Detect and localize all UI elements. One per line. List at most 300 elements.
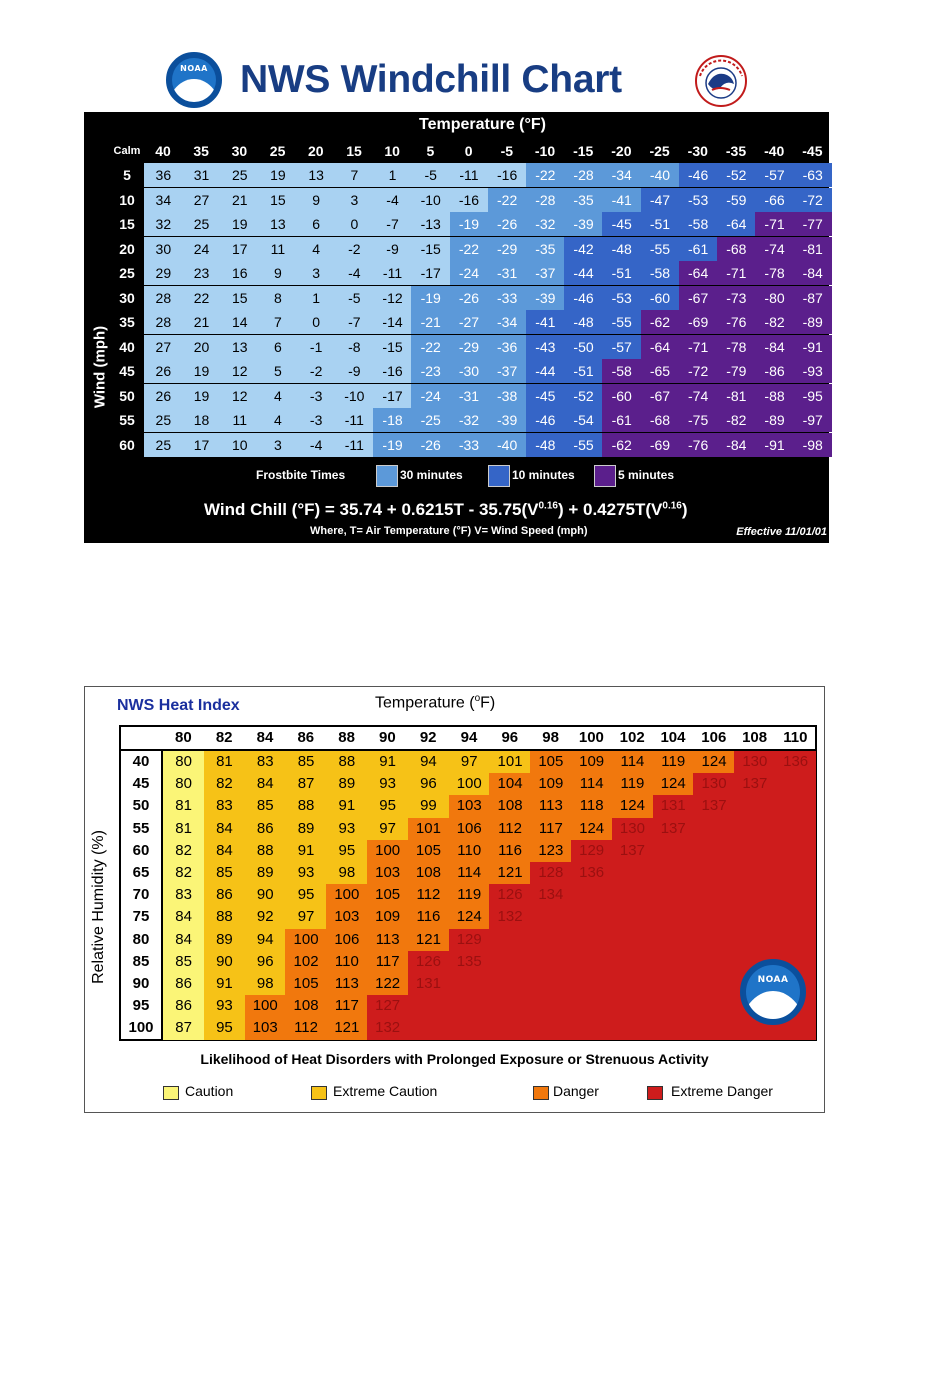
- heat-index-cell: 91: [326, 795, 367, 817]
- windchill-cell: -9: [373, 237, 412, 261]
- heat-index-cell: 95: [326, 840, 367, 862]
- windchill-cell: -78: [755, 261, 794, 285]
- heat-index-cell: [653, 906, 694, 928]
- windchill-temp-tick: 35: [193, 143, 209, 159]
- windchill-cell: 26: [144, 384, 183, 408]
- windchill-cell: 17: [220, 237, 259, 261]
- heat-index-cell: 126: [489, 884, 530, 906]
- windchill-cell: 27: [182, 188, 221, 212]
- heat-index-cell: 84: [245, 773, 286, 795]
- heat-index-rh-tick: 90: [132, 975, 150, 992]
- heat-index-cell: [571, 995, 612, 1017]
- windchill-cell: -32: [450, 408, 489, 432]
- windchill-cell: -11: [373, 261, 412, 285]
- heat-index-temp-tick: 90: [379, 729, 396, 746]
- heat-index-cell: 96: [245, 951, 286, 973]
- windchill-cell: -39: [564, 212, 603, 236]
- windchill-temp-tick: 5: [426, 143, 435, 159]
- windchill-cell: -51: [564, 359, 603, 383]
- windchill-cell: -76: [717, 310, 756, 334]
- heat-index-temp-tick: 110: [783, 729, 808, 746]
- windchill-cell: 7: [335, 163, 374, 187]
- windchill-cell: -13: [411, 212, 450, 236]
- heat-index-cell: 85: [285, 751, 326, 773]
- heat-index-cell: 108: [489, 795, 530, 817]
- windchill-cell: -68: [641, 408, 680, 432]
- windchill-cell: 17: [182, 433, 221, 457]
- windchill-cell: -63: [793, 163, 832, 187]
- heat-index-cell: 93: [326, 818, 367, 840]
- windchill-wind-tick: 45: [119, 363, 135, 379]
- windchill-cell: 34: [144, 188, 183, 212]
- heat-index-cell: 84: [204, 840, 245, 862]
- heat-index-cell: [693, 1017, 734, 1039]
- frostbite-times-label: Frostbite Times: [256, 468, 346, 482]
- windchill-temp-tick: -35: [725, 143, 747, 159]
- heat-index-rh-tick: 80: [132, 930, 150, 948]
- heat-index-cell: [530, 951, 571, 973]
- heat-index-cell: [653, 862, 694, 884]
- windchill-cell: -46: [526, 408, 565, 432]
- heat-index-cell: [775, 906, 816, 928]
- heat-index-temp-tick: 86: [297, 729, 315, 746]
- windchill-cell: -2: [335, 237, 374, 261]
- heat-index-cell: 103: [326, 906, 367, 928]
- windchill-cell: 4: [297, 237, 336, 261]
- heat-index-cell: 92: [245, 906, 286, 928]
- heat-index-cell: 113: [530, 795, 571, 817]
- windchill-cell: -60: [602, 384, 641, 408]
- heat-index-cell: [693, 862, 734, 884]
- heat-index-cell: 83: [245, 751, 286, 773]
- heat-index-cell: 93: [285, 862, 326, 884]
- heat-index-cell: 131: [408, 973, 449, 995]
- windchill-cell: -19: [373, 433, 412, 457]
- windchill-temp-tick: 15: [346, 143, 362, 159]
- heat-index-cell: [408, 1017, 449, 1039]
- heat-index-rh-tick: 65: [132, 864, 150, 881]
- windchill-cell: -91: [755, 433, 794, 457]
- windchill-cell: -11: [335, 433, 374, 457]
- heat-index-cell: [693, 973, 734, 995]
- heat-index-cell: [612, 884, 653, 906]
- heat-index-cell: 89: [245, 862, 286, 884]
- heat-index-cell: 124: [612, 795, 653, 817]
- windchill-cell: 3: [335, 188, 374, 212]
- windchill-cell: -47: [641, 188, 680, 212]
- windchill-cell: -55: [564, 433, 603, 457]
- windchill-cell: -10: [411, 188, 450, 212]
- heat-index-cell: 103: [367, 862, 408, 884]
- heat-index-cell: 100: [449, 773, 490, 795]
- heat-index-cell: 110: [326, 951, 367, 973]
- heat-index-cell: [653, 929, 694, 951]
- windchill-cell: -26: [411, 433, 450, 457]
- heat-index-cell: 132: [489, 906, 530, 928]
- windchill-cell: -9: [335, 359, 374, 383]
- noaa-logo-badge: [740, 959, 806, 1025]
- windchill-cell: -84: [755, 335, 794, 359]
- heat-index-cell: 113: [326, 973, 367, 995]
- heat-index-cell: [653, 840, 694, 862]
- heat-index-cell: 119: [653, 751, 694, 773]
- heat-index-temp-tick: 94: [460, 729, 478, 746]
- windchill-wind-tick: 35: [119, 314, 135, 330]
- heat-index-cell: [734, 862, 775, 884]
- windchill-wind-tick: 60: [119, 436, 135, 453]
- windchill-cell: -84: [793, 261, 832, 285]
- heat-index-temp-title-text: Temperature (: [375, 694, 475, 712]
- heat-index-cell: 106: [449, 818, 490, 840]
- heat-index-temp-tick: 96: [501, 729, 519, 746]
- windchill-cell: -37: [488, 359, 527, 383]
- heat-index-temp-tick: 102: [619, 729, 645, 746]
- heat-index-rh-axis-label: Relative Humidity (%): [90, 830, 107, 984]
- heat-index-cell: 106: [326, 929, 367, 951]
- windchill-cell: -28: [564, 163, 603, 187]
- heat-index-cell: 124: [449, 906, 490, 928]
- windchill-cell: -5: [335, 286, 374, 310]
- heat-index-cell: 88: [204, 906, 245, 928]
- formula-part-3: ): [681, 500, 688, 519]
- windchill-chart: [84, 112, 829, 543]
- heat-index-rh-tick: 100: [128, 1019, 154, 1037]
- heat-index-cell: 137: [693, 795, 734, 817]
- heat-index-cell: 100: [326, 884, 367, 906]
- windchill-cell: 31: [182, 163, 221, 187]
- heat-index-cell: 101: [489, 751, 530, 773]
- windchill-temp-tick: -40: [764, 143, 785, 159]
- windchill-cell: -55: [602, 310, 641, 334]
- windchill-cell: -19: [450, 212, 489, 236]
- heat-index-cell: 98: [326, 862, 367, 884]
- windchill-cell: -58: [679, 212, 718, 236]
- heat-index-cell: 81: [204, 751, 245, 773]
- windchill-wind-tick: 20: [119, 240, 135, 257]
- heat-index-cell: 89: [285, 818, 326, 840]
- windchill-wind-tick: 15: [119, 216, 135, 232]
- windchill-cell: -40: [641, 163, 680, 187]
- heat-index-cell: [693, 906, 734, 928]
- windchill-cell: 25: [144, 433, 183, 457]
- windchill-cell: -62: [641, 310, 680, 334]
- windchill-cell: -34: [602, 163, 641, 187]
- heat-index-temp-tick: 98: [542, 729, 559, 746]
- heat-index-cell: 123: [530, 840, 571, 862]
- windchill-temp-tick: -20: [611, 143, 632, 159]
- heat-index-cell: 136: [571, 862, 612, 884]
- windchill-cell: -72: [793, 188, 832, 212]
- legend-label-extreme-danger: Extreme Danger: [671, 1083, 773, 1099]
- heat-index-cell: [530, 973, 571, 995]
- heat-index-cell: 86: [163, 973, 204, 995]
- windchill-cell: -89: [755, 408, 794, 432]
- noaa-logo-text: NOAA: [757, 975, 789, 985]
- heat-index-cell: 117: [367, 951, 408, 973]
- windchill-cell: -24: [411, 384, 450, 408]
- windchill-cell: -58: [641, 261, 680, 285]
- windchill-cell: 19: [220, 212, 259, 236]
- windchill-cell: -15: [411, 237, 450, 261]
- windchill-cell: -46: [679, 163, 718, 187]
- heat-index-cell: [734, 929, 775, 951]
- heat-index-cell: 102: [285, 951, 326, 973]
- windchill-wind-tick: 55: [119, 412, 135, 428]
- windchill-cell: 29: [144, 261, 183, 285]
- heat-index-cell: 136: [775, 751, 816, 773]
- windchill-cell: -8: [335, 335, 374, 359]
- windchill-cell: -51: [641, 212, 680, 236]
- heat-index-temp-tick: 92: [419, 729, 437, 746]
- windchill-cell: -51: [602, 261, 641, 285]
- heat-index-cell: [734, 840, 775, 862]
- heat-index-cell: 86: [204, 884, 245, 906]
- heat-index-column-header: [121, 727, 815, 751]
- heat-index-cell: 91: [367, 751, 408, 773]
- windchill-cell: -35: [564, 188, 603, 212]
- heat-index-cell: 109: [530, 773, 571, 795]
- heat-index-cell: [653, 995, 694, 1017]
- windchill-cell: -28: [526, 188, 565, 212]
- heat-index-cell: 112: [285, 1017, 326, 1039]
- heat-index-temp-tick: 108: [742, 729, 768, 746]
- windchill-cell: 13: [259, 212, 298, 236]
- heat-index-cell: 122: [367, 973, 408, 995]
- windchill-cell: -79: [717, 359, 756, 383]
- windchill-cell: 16: [220, 261, 259, 285]
- windchill-cell: -74: [755, 237, 794, 261]
- heat-index-cell: 84: [204, 818, 245, 840]
- windchill-cell: -71: [717, 261, 756, 285]
- heat-index-cell: 84: [163, 929, 204, 951]
- windchill-cell: 18: [182, 408, 221, 432]
- heat-index-cell: 87: [163, 1017, 204, 1039]
- windchill-cell: 25: [182, 212, 221, 236]
- heat-index-cell: [775, 862, 816, 884]
- windchill-temp-tick: -45: [802, 143, 823, 159]
- formula-exponent-1: 0.16: [538, 500, 558, 512]
- windchill-cell: -23: [411, 359, 450, 383]
- heat-index-cell: [571, 1017, 612, 1039]
- windchill-cell: -7: [373, 212, 412, 236]
- heat-index-cell: [693, 840, 734, 862]
- heat-index-cell: 91: [204, 973, 245, 995]
- heat-index-cell: 99: [408, 795, 449, 817]
- windchill-cell: 14: [220, 310, 259, 334]
- windchill-cell: -1: [297, 335, 336, 359]
- windchill-cell: -42: [564, 237, 603, 261]
- windchill-cell: 0: [297, 310, 336, 334]
- heat-index-cell: 121: [326, 1017, 367, 1039]
- windchill-cell: -53: [602, 286, 641, 310]
- heat-index-cell: 81: [163, 818, 204, 840]
- windchill-cell: 7: [259, 310, 298, 334]
- heat-index-temp-tick: 88: [338, 729, 355, 746]
- windchill-legend: [84, 464, 829, 490]
- windchill-cell: -74: [679, 384, 718, 408]
- windchill-cell: 28: [144, 310, 183, 334]
- windchill-where-text: Where, T= Air Temperature (°F) V= Wind Speed (mph): [310, 525, 588, 537]
- windchill-cell: -31: [488, 261, 527, 285]
- heat-index-cell: 117: [530, 818, 571, 840]
- heat-index-cell: [489, 995, 530, 1017]
- windchill-cell: 21: [220, 188, 259, 212]
- heat-index-cell: 105: [367, 884, 408, 906]
- windchill-cell: -29: [488, 237, 527, 261]
- windchill-cell: -17: [411, 261, 450, 285]
- heat-index-cell: 89: [326, 773, 367, 795]
- heat-index-rh-tick: 45: [132, 775, 150, 793]
- windchill-cell: -12: [373, 286, 412, 310]
- heat-index-cell: 86: [163, 995, 204, 1017]
- legend-swatch-10min: [488, 465, 510, 487]
- windchill-cell: -61: [679, 237, 718, 261]
- heat-index-cell: 137: [734, 773, 775, 795]
- heat-index-cell: [530, 929, 571, 951]
- windchill-cell: -30: [450, 359, 489, 383]
- windchill-cell: -3: [297, 384, 336, 408]
- windchill-cell: -22: [488, 188, 527, 212]
- windchill-cell: -4: [373, 188, 412, 212]
- windchill-cell: -69: [679, 310, 718, 334]
- heat-index-cell: [449, 973, 490, 995]
- heat-index-cell: [775, 884, 816, 906]
- heat-index-cell: 88: [326, 751, 367, 773]
- heat-index-cell: 118: [571, 795, 612, 817]
- windchill-cell: 30: [144, 237, 183, 261]
- windchill-cell: -35: [526, 237, 565, 261]
- heat-index-rh-tick: 55: [132, 819, 150, 837]
- heat-index-cell: 131: [653, 795, 694, 817]
- windchill-wind-tick: 10: [119, 191, 135, 208]
- heat-index-cell: 87: [285, 773, 326, 795]
- heat-index-cell: 114: [571, 773, 612, 795]
- heat-index-temp-tick: 82: [215, 729, 233, 746]
- heat-index-rh-tick: 85: [132, 952, 150, 970]
- windchill-cell: -86: [755, 359, 794, 383]
- windchill-cell: 25: [220, 163, 259, 187]
- heat-index-cell: [571, 929, 612, 951]
- windchill-cell: 15: [220, 286, 259, 310]
- heat-index-caption: Likelihood of Heat Disorders with Prolonged Exposure or Strenuous Activity: [200, 1051, 709, 1067]
- windchill-cell: 4: [259, 384, 298, 408]
- heat-index-cell: [489, 951, 530, 973]
- heat-index-cell: 113: [367, 929, 408, 951]
- windchill-cell: -52: [564, 384, 603, 408]
- windchill-cell: -7: [335, 310, 374, 334]
- heat-index-title: NWS Heat Index: [117, 697, 240, 714]
- windchill-cell: 19: [259, 163, 298, 187]
- heat-index-cell: [408, 995, 449, 1017]
- legend-swatch-extreme-caution: [311, 1086, 327, 1100]
- windchill-cell: -54: [564, 408, 603, 432]
- windchill-cell: -29: [450, 335, 489, 359]
- heat-index-cell: [693, 951, 734, 973]
- windchill-cell: -17: [373, 384, 412, 408]
- windchill-cell: -77: [793, 212, 832, 236]
- heat-index-cell: 83: [204, 795, 245, 817]
- heat-index-cell: 97: [285, 906, 326, 928]
- windchill-cell: 5: [259, 359, 298, 383]
- windchill-cell: -75: [679, 408, 718, 432]
- windchill-formula: [204, 500, 688, 520]
- windchill-wind-tick: 40: [119, 338, 135, 355]
- windchill-temp-tick: 10: [384, 143, 400, 159]
- heat-index-cell: 94: [408, 751, 449, 773]
- legend-swatch-caution: [163, 1086, 179, 1100]
- heat-index-cell: 101: [408, 818, 449, 840]
- windchill-cell: -84: [717, 433, 756, 457]
- windchill-cell: 0: [335, 212, 374, 236]
- heat-index-cell: 80: [163, 751, 204, 773]
- windchill-cell: -89: [793, 310, 832, 334]
- windchill-cell: -3: [297, 408, 336, 432]
- heat-index-cell: [653, 951, 694, 973]
- heat-index-cell: 137: [612, 840, 653, 862]
- windchill-cell: -55: [641, 237, 680, 261]
- heat-index-cell: 137: [653, 818, 694, 840]
- windchill-cell: -22: [526, 163, 565, 187]
- windchill-cell: -59: [717, 188, 756, 212]
- windchill-cell: -33: [450, 433, 489, 457]
- windchill-cell: -82: [755, 310, 794, 334]
- windchill-cell: -39: [526, 286, 565, 310]
- windchill-cell: -71: [755, 212, 794, 236]
- windchill-cell: -14: [373, 310, 412, 334]
- windchill-temp-tick: 0: [464, 143, 473, 159]
- windchill-cell: 22: [182, 286, 221, 310]
- heat-index-cell: [612, 906, 653, 928]
- heat-index-rh-axis: [86, 807, 112, 1007]
- windchill-cell: -52: [717, 163, 756, 187]
- heat-index-cell: [530, 995, 571, 1017]
- heat-index-cell: [775, 929, 816, 951]
- windchill-cell: -91: [793, 335, 832, 359]
- windchill-cell: -57: [755, 163, 794, 187]
- windchill-cell: 32: [144, 212, 183, 236]
- heat-index-cell: 83: [163, 884, 204, 906]
- heat-index-cell: [571, 884, 612, 906]
- heat-index-cell: 114: [612, 751, 653, 773]
- windchill-cell: -43: [526, 335, 565, 359]
- heat-index-cell: [612, 929, 653, 951]
- windchill-temp-tick: -30: [687, 143, 708, 159]
- windchill-cell: -57: [602, 335, 641, 359]
- windchill-cell: -16: [373, 359, 412, 383]
- windchill-calm-label: Calm: [113, 145, 141, 157]
- heat-index-cell: [775, 773, 816, 795]
- heat-index-cell: 103: [449, 795, 490, 817]
- legend-label-extreme-caution: Extreme Caution: [333, 1083, 438, 1099]
- heat-index-cell: 100: [285, 929, 326, 951]
- heat-index-cell: [449, 995, 490, 1017]
- windchill-cell: -58: [602, 359, 641, 383]
- heat-index-cell: [612, 1017, 653, 1039]
- windchill-wind-tick: 25: [119, 265, 135, 281]
- heat-index-cell: [734, 795, 775, 817]
- heat-index-cell: [775, 795, 816, 817]
- windchill-cell: -81: [793, 237, 832, 261]
- windchill-cell: -61: [602, 408, 641, 432]
- windchill-cell: 8: [259, 286, 298, 310]
- windchill-cell: -40: [488, 433, 527, 457]
- windchill-cell: -71: [679, 335, 718, 359]
- heat-index-cell: 97: [367, 818, 408, 840]
- windchill-cell: -44: [564, 261, 603, 285]
- heat-index-cell: [653, 1017, 694, 1039]
- windchill-cell: -45: [602, 212, 641, 236]
- heat-index-cell: 96: [408, 773, 449, 795]
